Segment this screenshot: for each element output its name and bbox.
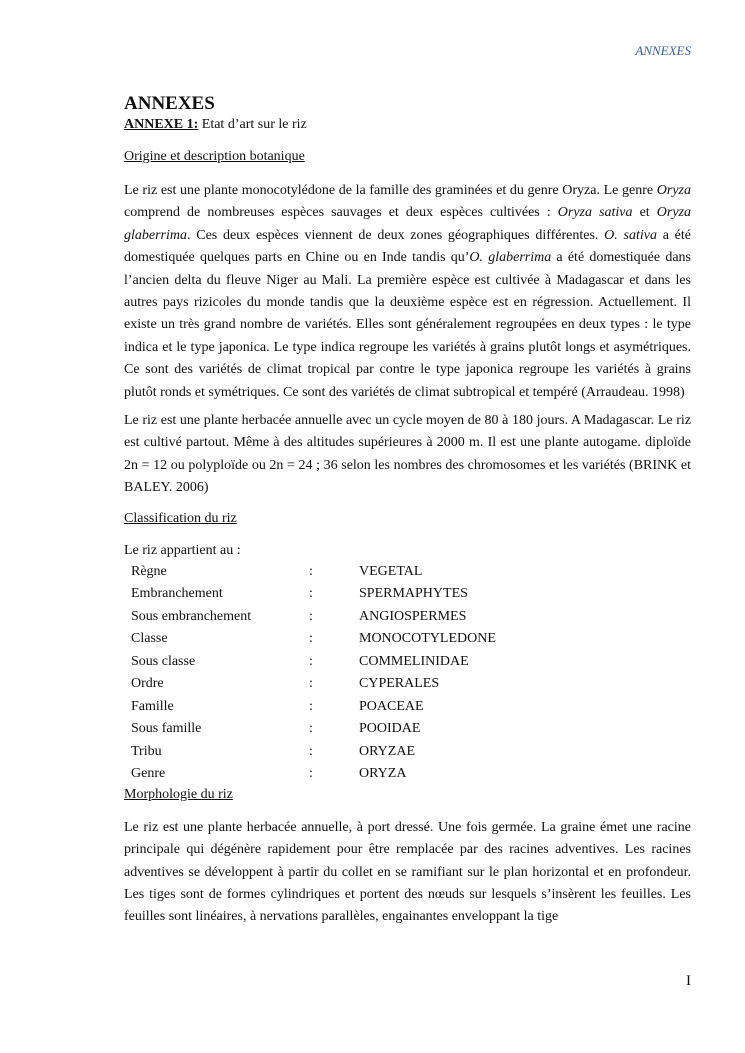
section-heading-classification: Classification du riz — [124, 510, 237, 526]
section-heading-morphologie: Morphologie du riz — [124, 786, 233, 802]
separator-cell: : — [309, 608, 313, 624]
taxon-cell: POACEAE — [359, 698, 424, 714]
separator-cell: : — [309, 676, 313, 692]
rank-cell: Embranchement — [131, 586, 223, 602]
document-title: ANNEXES — [124, 93, 215, 114]
table-row — [124, 696, 659, 719]
section-heading-origine: Origine et description botanique — [124, 149, 305, 164]
rank-cell: Règne — [131, 563, 167, 579]
separator-cell: : — [309, 698, 313, 714]
separator-cell: : — [309, 766, 313, 782]
taxon-cell: ORYZAE — [359, 743, 415, 759]
classification-table — [124, 561, 659, 786]
text-run: a été domestiquée quelques parts en Chine ou en Inde tandis qu’ — [124, 227, 691, 266]
table-row — [124, 651, 659, 674]
species-name: Oryza sativa — [557, 205, 633, 221]
rank-cell: Tribu — [131, 743, 162, 759]
taxon-cell: POOIDAE — [359, 721, 421, 737]
table-row — [124, 561, 659, 584]
taxon-cell: ANGIOSPERMES — [359, 608, 467, 624]
rank-cell: Sous classe — [131, 653, 196, 669]
table-row — [124, 763, 659, 786]
separator-cell: : — [309, 743, 313, 759]
taxon-cell: CYPERALES — [359, 676, 440, 692]
running-header: ANNEXES — [635, 43, 691, 58]
species-name: O. glaberrima — [469, 250, 552, 266]
annex-title — [124, 116, 691, 134]
species-name: Oryza glaberrima — [124, 205, 691, 243]
table-row — [124, 673, 659, 696]
separator-cell: : — [309, 653, 313, 669]
text-run: a été domestiquée dans l’ancien delta du fleuve Niger au Mali. La première espèce est cultivée à Madagascar et dans les autres pays rizicoles du monde tandis que la deuxième espèce est en régression. Actuellement. Il existe un très grand nombre de variétés. Elles sont généralement regroupées en deux types : le type indica et le type japonica. Le type indica regroupe les variétés à grains plutôt longs et asymétriques. Ce sont des variétés de climat tropical par contre le type japonica regroupe les variétés à grains plutôt ronds et symétriques. Ce sont des variétés de climat subtropical et tempéré (Arraudeau. 1998) — [124, 250, 691, 400]
separator-cell: : — [309, 563, 313, 579]
page-number: I — [686, 973, 691, 989]
annex-label: ANNEXE 1: — [124, 117, 199, 132]
rank-cell: Classe — [131, 631, 168, 647]
separator-cell: : — [309, 586, 313, 602]
species-name: O. sativa — [604, 227, 657, 243]
taxon-cell: ORYZA — [359, 766, 407, 782]
taxon-cell: COMMELINIDAE — [359, 653, 469, 669]
text-run: Le riz est une plante monocotylédone de la famille des graminées et du genre Oryza. Le genre — [124, 183, 657, 198]
taxon-cell: MONOCOTYLEDONE — [359, 631, 496, 647]
classification-intro: Le riz appartient au : — [124, 542, 241, 558]
paragraph-cycle: Le riz est une plante herbacée annuelle avec un cycle moyen de 80 à 180 jours. A Madagascar. Le riz est cultivé partout. Même à des altitudes supérieures à 2000 m. Il est une plante autogame. diploïde 2n = 12 ou polyploïde ou 2n = 24 ; 36 selon les nombres des chromosomes et les variétés (BRINK et BALEY. 2006) — [124, 413, 691, 496]
table-row — [124, 741, 659, 764]
table-row — [124, 718, 659, 741]
rank-cell: Genre — [131, 766, 166, 782]
table-row — [124, 628, 659, 651]
table-row — [124, 583, 659, 606]
rank-cell: Famille — [131, 698, 174, 714]
species-name: Oryza — [656, 183, 691, 198]
text-run: . Ces deux espèces viennent de deux zones géographiques différentes. — [187, 227, 605, 243]
separator-cell: : — [309, 631, 313, 647]
text-run: et — [632, 205, 657, 221]
taxon-cell: VEGETAL — [359, 563, 423, 579]
taxon-cell: SPERMAPHYTES — [359, 586, 468, 602]
table-row — [124, 606, 659, 629]
rank-cell: Sous famille — [131, 721, 202, 737]
text-run: comprend de nombreuses espèces sauvages et deux espèces cultivées : — [124, 205, 558, 221]
paragraph-origine — [124, 180, 691, 404]
paragraph-morphologie: Le riz est une plante herbacée annuelle, à port dressé. Une fois germée. La graine émet une racine principale qui dégénère rapidement pour être remplacée par des racines adventives. Les racines adventives se développent à partir du collet en se ramifiant sur le plan horizontal et en profondeur. Les tiges sont de formes cylindriques et portent des nœuds sur lesquels s’insèrent les feuilles. Les feuilles sont linéaires, à nervations parallèles, engainantes enveloppant la tige — [124, 819, 691, 925]
rank-cell: Ordre — [131, 676, 164, 692]
document-body — [124, 92, 691, 935]
annex-subtitle: Etat d’art sur le riz — [198, 117, 307, 132]
separator-cell: : — [309, 721, 313, 737]
rank-cell: Sous embranchement — [131, 608, 252, 624]
